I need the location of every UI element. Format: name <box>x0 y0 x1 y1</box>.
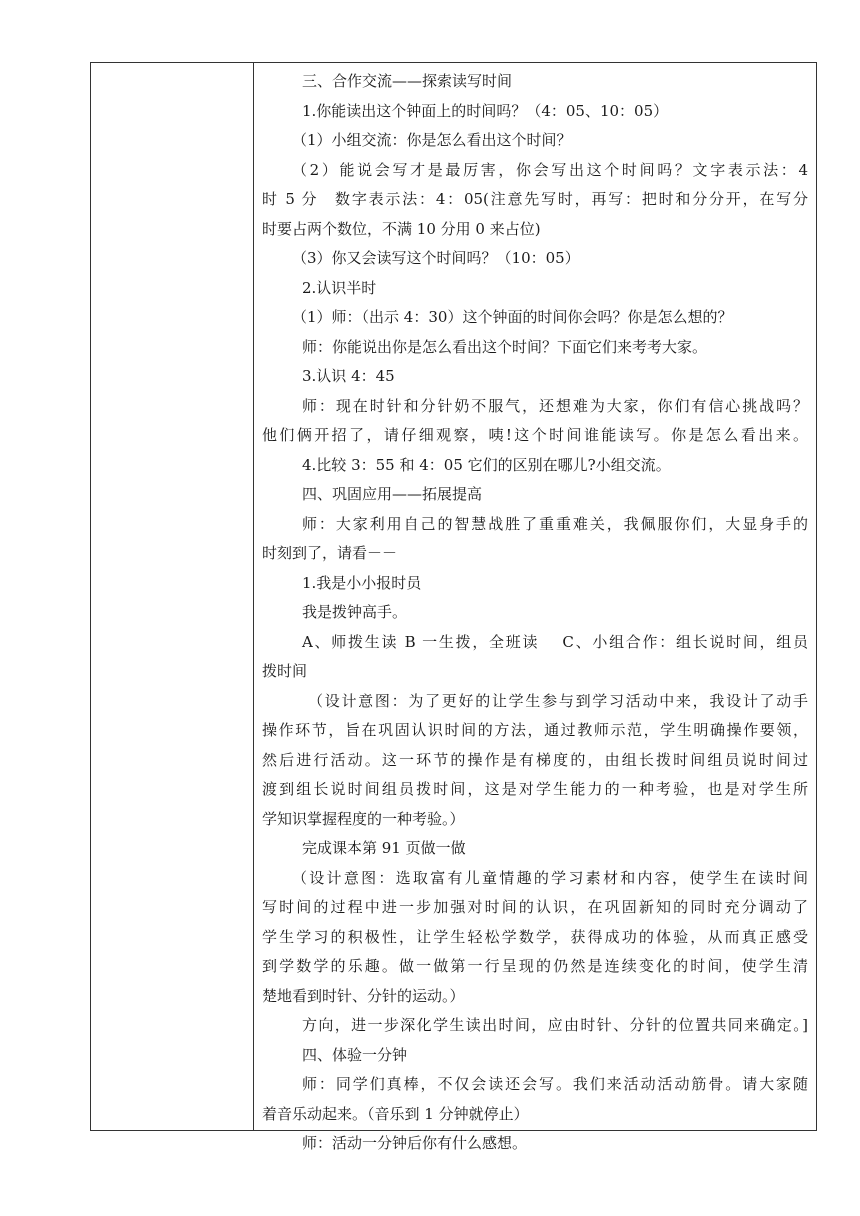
paragraph-line: 4.比较 3：55 和 4：05 它们的区别在哪儿?小组交流。 <box>302 455 671 474</box>
paragraph-line: 2.认识半时 <box>302 278 377 297</box>
paragraph-line: （设计意图：为了更好的让学生参与到学习活动中来，我设计了动手 <box>308 691 808 710</box>
paragraph-line: （1）师：（出示 4：30）这个钟面的时间你会吗？你是怎么想的？ <box>292 308 733 326</box>
paragraph-line: 我是拨钟高手。 <box>302 603 408 621</box>
section-heading: 四、体验一分钟 <box>302 1045 408 1064</box>
paragraph-line: 时要占两个数位，不满 10 分用 0 来占位) <box>262 219 541 238</box>
paragraph-line: 写时间的过程中进一步加强对时间的认识，在巩固新知的同时充分调动了 <box>262 898 808 916</box>
paragraph-line: 学知识掌握程度的一种考验。） <box>262 809 465 828</box>
paragraph-line: 渡到组长说时间组员拨时间，这是对学生能力的一种考验，也是对学生所 <box>262 780 808 798</box>
paragraph-line: 3.认识 4：45 <box>302 367 395 385</box>
paragraph-line: 完成课本第 91 页做一做 <box>302 839 466 857</box>
paragraph-line: 师：现在时针和分针奶不服气，还想难为大家，你们有信心挑战吗？ <box>302 396 808 415</box>
paragraph-line: 到学数学的乐趣。做一做第一行呈现的仍然是连续变化的时间，使学生清 <box>262 957 808 975</box>
paragraph-line: 方向，进一步深化学生读出时间，应由时针、分针的位置共同来确定。] <box>302 1016 808 1034</box>
paragraph-line: 他们俩开招了，请仔细观察，咦!这个时间谁能读写。你是怎么看出来。 <box>262 426 808 444</box>
paragraph-line: A、师拨生读 B 一生拨，全班读 C、小组合作：组长说时间，组员 <box>302 632 808 651</box>
paragraph-line: （1）小组交流：你是怎么看出这个时间？ <box>292 131 572 149</box>
lesson-content-cell <box>254 63 816 1152</box>
paragraph-line: 学生学习的积极性，让学生轻松学数学，获得成功的体验，从而真正感受 <box>262 927 808 946</box>
paragraph-line: 操作环节，旨在巩固认识时间的方法，通过教师示范，学生明确操作要领， <box>262 721 808 739</box>
paragraph-line: 然后进行活动。这一环节的操作是有梯度的，由组长拨时间组员说时间过 <box>262 750 808 769</box>
paragraph-line: 1.我是小小报时员 <box>302 573 422 592</box>
paragraph-line: 师：大家利用自己的智慧战胜了重重难关，我佩服你们，大显身手的 <box>302 514 808 533</box>
paragraph-line: （2）能说会写才是最厉害，你会写出这个时间吗？文字表示法：4 <box>292 160 808 179</box>
paragraph-line: （设计意图：选取富有儿童情趣的学习素材和内容，使学生在读时间 <box>292 868 808 887</box>
paragraph-line: 师：你能说出你是怎么看出这个时间？下面它们来考考大家。 <box>302 337 708 356</box>
paragraph-line: 师：活动一分钟后你有什么感想。 <box>302 1134 528 1152</box>
paragraph-line: （3）你又会读写这个时间吗？（10：05） <box>292 249 580 267</box>
section-heading: 四、巩固应用——拓展提高 <box>302 485 483 503</box>
paragraph-line: 拨时间 <box>262 662 308 680</box>
section-heading: 三、合作交流——探索读写时间 <box>302 72 513 90</box>
paragraph-line: 时刻到了，请看－－ <box>262 544 398 562</box>
paragraph-line: 1.你能读出这个钟面上的时间吗？（4：05、10：05） <box>302 101 669 120</box>
paragraph-line: 着音乐动起来。（音乐到 1 分钟就停止） <box>262 1104 529 1123</box>
paragraph-line: 师：同学们真棒，不仅会读还会写。我们来活动活动筋骨。请大家随 <box>302 1075 808 1093</box>
lesson-table <box>90 62 817 1152</box>
paragraph-line: 时 5 分 数字表示法：4：05(注意先写时，再写：把时和分分开，在写分 <box>262 190 808 208</box>
paragraph-line: 楚地看到时针、分针的运动。） <box>262 986 465 1005</box>
left-column-cell <box>91 63 254 1130</box>
